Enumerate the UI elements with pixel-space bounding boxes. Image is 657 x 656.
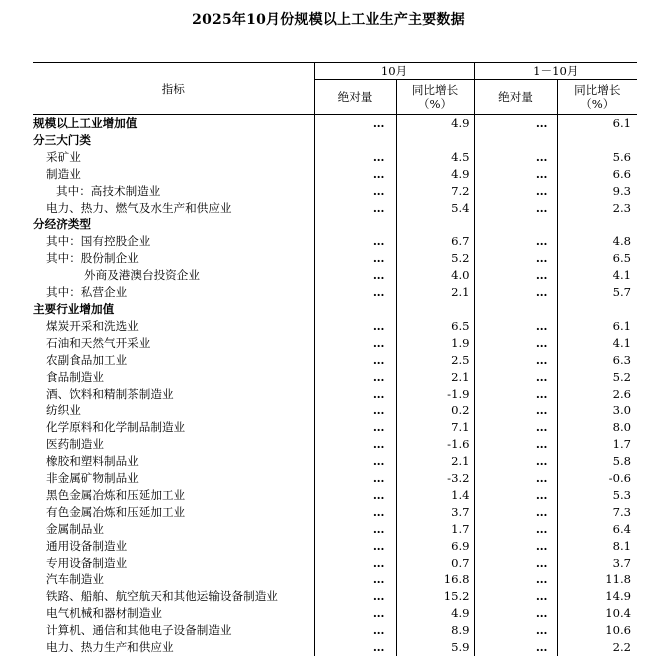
- month-abs-value: [314, 216, 396, 233]
- ytd-abs-value: …: [474, 588, 557, 605]
- table-header: [33, 63, 637, 115]
- ytd-abs-value: …: [474, 487, 557, 504]
- table-row: [33, 622, 637, 639]
- month-abs-value: …: [314, 369, 396, 386]
- ytd-yoy-value: -0.6: [557, 470, 637, 487]
- month-abs-value: …: [314, 284, 396, 301]
- month-yoy-value: 16.8: [396, 571, 474, 588]
- table-row: [33, 284, 637, 301]
- ytd-abs-header: 绝对量: [474, 80, 557, 115]
- table-row: [33, 318, 637, 335]
- table-row: [33, 115, 637, 132]
- ytd-abs-value: …: [474, 571, 557, 588]
- month-yoy-header-line2: （%）: [397, 97, 474, 111]
- month-yoy-value: 7.2: [396, 183, 474, 200]
- section-row: [33, 216, 637, 233]
- ytd-abs-value: …: [474, 470, 557, 487]
- ytd-abs-value: …: [474, 605, 557, 622]
- month-abs-value: …: [314, 318, 396, 335]
- month-abs-value: …: [314, 115, 396, 132]
- table-row: [33, 538, 637, 555]
- ytd-abs-value: …: [474, 233, 557, 250]
- ytd-abs-value: …: [474, 200, 557, 217]
- ytd-abs-value: …: [474, 402, 557, 419]
- ytd-abs-value: [474, 132, 557, 149]
- month-abs-value: …: [314, 386, 396, 403]
- table-row: [33, 233, 637, 250]
- month-abs-value: [314, 132, 396, 149]
- section-row: [33, 301, 637, 318]
- ytd-yoy-value: 5.3: [557, 487, 637, 504]
- ytd-yoy-value: [557, 132, 637, 149]
- month-yoy-value: 1.7: [396, 521, 474, 538]
- table-row: [33, 571, 637, 588]
- row-name: 纺织业: [33, 402, 314, 419]
- table-row: [33, 487, 637, 504]
- ytd-yoy-header: [557, 80, 637, 115]
- ytd-yoy-value: 5.8: [557, 453, 637, 470]
- row-name: 其中：私营企业: [33, 284, 314, 301]
- ytd-abs-value: …: [474, 504, 557, 521]
- section-label: 分三大门类: [33, 132, 314, 149]
- month-yoy-value: 4.9: [396, 166, 474, 183]
- month-abs-value: …: [314, 622, 396, 639]
- month-yoy-value: [396, 301, 474, 318]
- month-yoy-value: 4.0: [396, 267, 474, 284]
- table-row: [33, 250, 637, 267]
- ytd-abs-value: …: [474, 369, 557, 386]
- table-row: [33, 470, 637, 487]
- month-abs-value: …: [314, 504, 396, 521]
- production-data-table: [33, 62, 637, 656]
- row-name: 规模以上工业增加值: [33, 115, 314, 132]
- row-name: 其中：国有控股企业: [33, 233, 314, 250]
- row-name: 化学原料和化学制品制造业: [33, 419, 314, 436]
- ytd-abs-value: …: [474, 115, 557, 132]
- month-abs-value: …: [314, 605, 396, 622]
- table-row: [33, 402, 637, 419]
- row-name: 通用设备制造业: [33, 538, 314, 555]
- ytd-abs-value: …: [474, 267, 557, 284]
- ytd-yoy-value: 10.6: [557, 622, 637, 639]
- ytd-abs-value: …: [474, 284, 557, 301]
- table-row: [33, 267, 637, 284]
- row-name: 电力、热力生产和供应业: [33, 639, 314, 656]
- month-yoy-value: 2.1: [396, 369, 474, 386]
- ytd-yoy-value: 10.4: [557, 605, 637, 622]
- ytd-abs-value: …: [474, 453, 557, 470]
- row-name: 煤炭开采和洗选业: [33, 318, 314, 335]
- month-abs-value: …: [314, 402, 396, 419]
- row-name: 金属制品业: [33, 521, 314, 538]
- ytd-yoy-value: 8.1: [557, 538, 637, 555]
- table-row: [33, 386, 637, 403]
- month-yoy-value: [396, 216, 474, 233]
- month-abs-value: …: [314, 352, 396, 369]
- month-group-header: 10月: [314, 63, 474, 80]
- ytd-yoy-value: 2.3: [557, 200, 637, 217]
- month-yoy-value: 3.7: [396, 504, 474, 521]
- ytd-yoy-value: 2.6: [557, 386, 637, 403]
- ytd-yoy-value: 6.5: [557, 250, 637, 267]
- row-name: 橡胶和塑料制品业: [33, 453, 314, 470]
- month-yoy-value: 4.9: [396, 115, 474, 132]
- ytd-yoy-value: 6.3: [557, 352, 637, 369]
- month-abs-value: …: [314, 588, 396, 605]
- ytd-yoy-value: 7.3: [557, 504, 637, 521]
- table-row: [33, 335, 637, 352]
- row-name: 食品制造业: [33, 369, 314, 386]
- table-row: [33, 555, 637, 572]
- ytd-abs-value: …: [474, 149, 557, 166]
- month-abs-value: …: [314, 183, 396, 200]
- month-yoy-value: 2.1: [396, 453, 474, 470]
- month-yoy-value: -1.9: [396, 386, 474, 403]
- table-row: [33, 436, 637, 453]
- ytd-yoy-value: [557, 301, 637, 318]
- ytd-abs-value: …: [474, 622, 557, 639]
- ytd-yoy-value: 6.4: [557, 521, 637, 538]
- ytd-abs-value: …: [474, 555, 557, 572]
- ytd-yoy-header-line1: 同比增长: [558, 83, 638, 97]
- ytd-abs-value: …: [474, 436, 557, 453]
- table-row: [33, 183, 637, 200]
- month-abs-value: …: [314, 149, 396, 166]
- month-abs-value: …: [314, 521, 396, 538]
- row-name: 农副食品加工业: [33, 352, 314, 369]
- month-yoy-value: 0.7: [396, 555, 474, 572]
- month-abs-header: 绝对量: [314, 80, 396, 115]
- ytd-yoy-value: 3.0: [557, 402, 637, 419]
- ytd-yoy-value: 14.9: [557, 588, 637, 605]
- ytd-yoy-value: 8.0: [557, 419, 637, 436]
- row-name: 电气机械和器材制造业: [33, 605, 314, 622]
- table-row: [33, 504, 637, 521]
- row-name: 计算机、通信和其他电子设备制造业: [33, 622, 314, 639]
- section-row: [33, 132, 637, 149]
- month-abs-value: …: [314, 233, 396, 250]
- ytd-abs-value: …: [474, 538, 557, 555]
- ytd-abs-value: …: [474, 521, 557, 538]
- month-abs-value: …: [314, 335, 396, 352]
- ytd-yoy-value: [557, 216, 637, 233]
- month-yoy-value: 4.5: [396, 149, 474, 166]
- table-row: [33, 521, 637, 538]
- month-abs-value: …: [314, 453, 396, 470]
- table-row: [33, 200, 637, 217]
- row-name: 制造业: [33, 166, 314, 183]
- row-name: 非金属矿物制品业: [33, 470, 314, 487]
- table-body: [33, 115, 637, 656]
- month-abs-value: …: [314, 166, 396, 183]
- table-row: [33, 352, 637, 369]
- month-yoy-value: -3.2: [396, 470, 474, 487]
- ytd-yoy-value: 6.1: [557, 318, 637, 335]
- page-title: 2025年10月份规模以上工业生产主要数据: [0, 9, 657, 29]
- row-name: 铁路、船舶、航空航天和其他运输设备制造业: [33, 588, 314, 605]
- month-abs-value: …: [314, 538, 396, 555]
- table-row: [33, 453, 637, 470]
- month-abs-value: …: [314, 470, 396, 487]
- indicator-header: 指标: [33, 63, 314, 115]
- ytd-abs-value: …: [474, 419, 557, 436]
- month-yoy-value: -1.6: [396, 436, 474, 453]
- ytd-abs-value: …: [474, 352, 557, 369]
- row-name: 专用设备制造业: [33, 555, 314, 572]
- month-abs-value: …: [314, 436, 396, 453]
- ytd-yoy-value: 1.7: [557, 436, 637, 453]
- ytd-abs-value: [474, 301, 557, 318]
- row-name: 电力、热力、燃气及水生产和供应业: [33, 200, 314, 217]
- month-abs-value: …: [314, 250, 396, 267]
- row-name: 黑色金属冶炼和压延加工业: [33, 487, 314, 504]
- month-abs-value: …: [314, 639, 396, 656]
- ytd-yoy-value: 6.6: [557, 166, 637, 183]
- table-row: [33, 639, 637, 656]
- ytd-yoy-value: 4.1: [557, 267, 637, 284]
- ytd-abs-value: …: [474, 335, 557, 352]
- ytd-yoy-value: 2.2: [557, 639, 637, 656]
- month-yoy-value: 8.9: [396, 622, 474, 639]
- ytd-yoy-value: 4.8: [557, 233, 637, 250]
- month-abs-value: …: [314, 267, 396, 284]
- month-yoy-value: 5.2: [396, 250, 474, 267]
- row-name: 医药制造业: [33, 436, 314, 453]
- table-row: [33, 605, 637, 622]
- month-yoy-value: 2.1: [396, 284, 474, 301]
- month-yoy-value: 7.1: [396, 419, 474, 436]
- ytd-yoy-value: 4.1: [557, 335, 637, 352]
- month-yoy-value: 0.2: [396, 402, 474, 419]
- ytd-group-header: 1－10月: [474, 63, 637, 80]
- ytd-yoy-header-line2: （%）: [558, 97, 638, 111]
- ytd-abs-value: …: [474, 183, 557, 200]
- month-yoy-value: 6.5: [396, 318, 474, 335]
- ytd-yoy-value: 5.6: [557, 149, 637, 166]
- table-row: [33, 419, 637, 436]
- month-abs-value: …: [314, 200, 396, 217]
- month-yoy-value: [396, 132, 474, 149]
- ytd-yoy-value: 5.7: [557, 284, 637, 301]
- row-name: 其中：股份制企业: [33, 250, 314, 267]
- ytd-yoy-value: 9.3: [557, 183, 637, 200]
- month-yoy-value: 2.5: [396, 352, 474, 369]
- ytd-abs-value: [474, 216, 557, 233]
- ytd-abs-value: …: [474, 639, 557, 656]
- month-abs-value: [314, 301, 396, 318]
- row-name: 酒、饮料和精制茶制造业: [33, 386, 314, 403]
- ytd-yoy-value: 11.8: [557, 571, 637, 588]
- month-yoy-value: 5.4: [396, 200, 474, 217]
- month-abs-value: …: [314, 571, 396, 588]
- month-abs-value: …: [314, 419, 396, 436]
- month-yoy-value: 6.9: [396, 538, 474, 555]
- month-yoy-value: 6.7: [396, 233, 474, 250]
- row-name: 汽车制造业: [33, 571, 314, 588]
- month-yoy-header-line1: 同比增长: [397, 83, 474, 97]
- table-row: [33, 166, 637, 183]
- row-name: 有色金属冶炼和压延加工业: [33, 504, 314, 521]
- row-name: 采矿业: [33, 149, 314, 166]
- table-row: [33, 369, 637, 386]
- month-yoy-value: 1.4: [396, 487, 474, 504]
- ytd-abs-value: …: [474, 166, 557, 183]
- ytd-yoy-value: 6.1: [557, 115, 637, 132]
- month-abs-value: …: [314, 555, 396, 572]
- section-label: 主要行业增加值: [33, 301, 314, 318]
- ytd-abs-value: …: [474, 318, 557, 335]
- month-yoy-header: [396, 80, 474, 115]
- month-yoy-value: 4.9: [396, 605, 474, 622]
- ytd-abs-value: …: [474, 386, 557, 403]
- month-yoy-value: 1.9: [396, 335, 474, 352]
- month-yoy-value: 5.9: [396, 639, 474, 656]
- month-yoy-value: 15.2: [396, 588, 474, 605]
- row-name: 石油和天然气开采业: [33, 335, 314, 352]
- row-name: 其中：高技术制造业: [33, 183, 314, 200]
- section-label: 分经济类型: [33, 216, 314, 233]
- ytd-yoy-value: 3.7: [557, 555, 637, 572]
- row-name: 外商及港澳台投资企业: [33, 267, 314, 284]
- table-row: [33, 588, 637, 605]
- ytd-abs-value: …: [474, 250, 557, 267]
- month-abs-value: …: [314, 487, 396, 504]
- table-row: [33, 149, 637, 166]
- ytd-yoy-value: 5.2: [557, 369, 637, 386]
